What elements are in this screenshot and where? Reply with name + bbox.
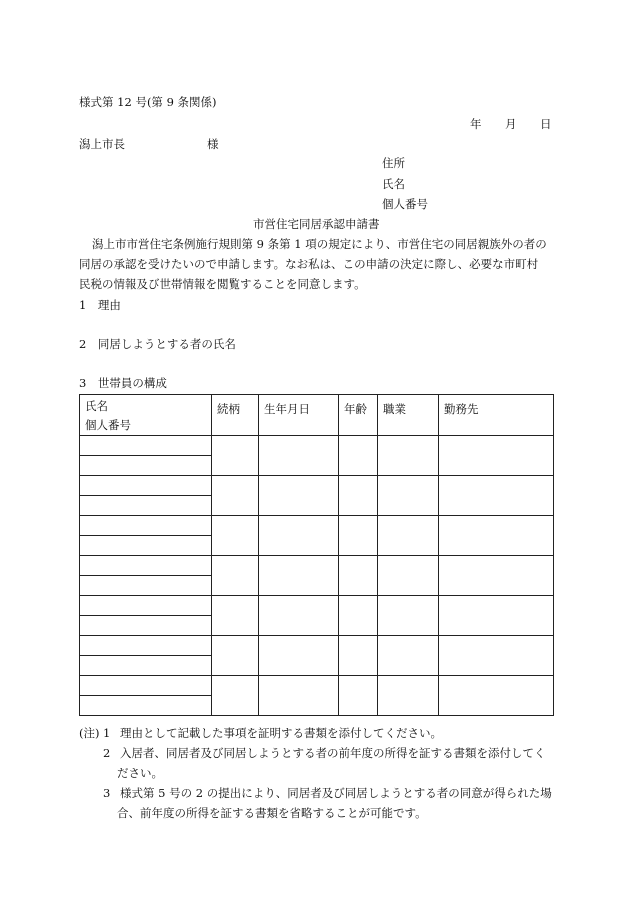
header-name: 氏名	[85, 399, 108, 413]
member-birth-date-cell[interactable]	[259, 596, 339, 636]
member-occupation-cell[interactable]	[378, 676, 439, 716]
date-month-label: 月	[505, 117, 517, 131]
member-age-cell[interactable]	[339, 636, 378, 676]
member-occupation-cell[interactable]	[378, 596, 439, 636]
member-workplace-cell[interactable]	[439, 676, 554, 716]
note-3-text-line-2: 合、前年度の所得を証する書類を省略することが可能です。	[117, 806, 427, 820]
note-2-text-line-2: ださい。	[117, 766, 163, 780]
member-id-number-cell[interactable]	[80, 496, 212, 516]
member-occupation-cell[interactable]	[378, 516, 439, 556]
member-age-cell[interactable]	[339, 596, 378, 636]
member-birth-date-cell[interactable]	[259, 556, 339, 596]
member-name-cell[interactable]	[80, 516, 212, 536]
member-relation-cell[interactable]	[212, 676, 259, 716]
note-2-text-line-1: 入居者、同居者及び同居しようとする者の前年度の所得を証する書類を添付してく	[120, 746, 546, 760]
header-age: 年齢	[339, 395, 378, 436]
member-age-cell[interactable]	[339, 676, 378, 716]
member-name-cell[interactable]	[80, 636, 212, 656]
table-row	[80, 436, 554, 456]
member-workplace-cell[interactable]	[439, 556, 554, 596]
section-reason: 1 理由	[79, 298, 121, 312]
member-name-cell[interactable]	[80, 596, 212, 616]
member-age-cell[interactable]	[339, 516, 378, 556]
member-id-number-cell[interactable]	[80, 696, 212, 716]
header-birth-date: 生年月日	[259, 395, 339, 436]
household-table	[79, 394, 554, 716]
applicant-address-label: 住所	[382, 156, 405, 170]
member-birth-date-cell[interactable]	[259, 516, 339, 556]
section-cohabitant-name: 2 同居しようとする者の氏名	[79, 337, 236, 351]
table-header-row	[80, 395, 554, 436]
table-row	[80, 476, 554, 496]
member-id-number-cell[interactable]	[80, 576, 212, 596]
header-workplace: 勤務先	[439, 395, 554, 436]
section-household: 3 世帯員の構成	[79, 376, 167, 390]
member-name-cell[interactable]	[80, 556, 212, 576]
note-1-number: 1	[103, 726, 111, 740]
header-id-number: 個人番号	[85, 418, 131, 432]
member-name-cell[interactable]	[80, 476, 212, 496]
note-3-text-line-1: 様式第 5 号の 2 の提出により、同居者及び同居しようとする者の同意が得られた場	[120, 786, 552, 800]
body-line-3: 民税の情報及び世帯情報を閲覧することを同意します。	[79, 277, 366, 291]
note-2-number: 2	[103, 746, 111, 760]
member-relation-cell[interactable]	[212, 596, 259, 636]
document-title: 市営住宅同居承認申請書	[253, 217, 380, 231]
note-3-number: 3	[103, 786, 111, 800]
member-age-cell[interactable]	[339, 476, 378, 516]
body-line-2: 同居の承認を受けたいので申請します。なお私は、この申請の決定に際し、必要な市町村	[79, 257, 539, 271]
table-row	[80, 636, 554, 656]
applicant-name-label: 氏名	[382, 177, 405, 191]
member-birth-date-cell[interactable]	[259, 476, 339, 516]
member-id-number-cell[interactable]	[80, 616, 212, 636]
member-occupation-cell[interactable]	[378, 476, 439, 516]
note-1-text: 理由として記載した事項を証明する書類を添付してください。	[120, 726, 442, 740]
member-relation-cell[interactable]	[212, 556, 259, 596]
member-workplace-cell[interactable]	[439, 516, 554, 556]
member-workplace-cell[interactable]	[439, 636, 554, 676]
table-row	[80, 676, 554, 696]
member-relation-cell[interactable]	[212, 636, 259, 676]
member-id-number-cell[interactable]	[80, 536, 212, 556]
member-workplace-cell[interactable]	[439, 596, 554, 636]
notes-prefix: (注)	[79, 726, 100, 740]
form-number: 様式第 12 号(第 9 条関係)	[79, 95, 217, 109]
member-birth-date-cell[interactable]	[259, 436, 339, 476]
header-name-id	[80, 395, 212, 436]
body-line-1: 潟上市市営住宅条例施行規則第 9 条第 1 項の規定により、市営住宅の同居親族外の者の	[92, 237, 547, 251]
member-occupation-cell[interactable]	[378, 636, 439, 676]
member-birth-date-cell[interactable]	[259, 636, 339, 676]
member-relation-cell[interactable]	[212, 436, 259, 476]
applicant-id-label: 個人番号	[382, 197, 428, 211]
member-name-cell[interactable]	[80, 436, 212, 456]
member-occupation-cell[interactable]	[378, 436, 439, 476]
member-relation-cell[interactable]	[212, 476, 259, 516]
member-workplace-cell[interactable]	[439, 436, 554, 476]
header-occupation: 職業	[378, 395, 439, 436]
member-id-number-cell[interactable]	[80, 656, 212, 676]
table-row	[80, 556, 554, 576]
table-row	[80, 596, 554, 616]
member-relation-cell[interactable]	[212, 516, 259, 556]
table-row	[80, 516, 554, 536]
member-occupation-cell[interactable]	[378, 556, 439, 596]
addressee-honorific: 様	[207, 137, 219, 151]
member-name-cell[interactable]	[80, 676, 212, 696]
date-year-label: 年	[470, 117, 482, 131]
member-workplace-cell[interactable]	[439, 476, 554, 516]
member-birth-date-cell[interactable]	[259, 676, 339, 716]
member-age-cell[interactable]	[339, 436, 378, 476]
member-id-number-cell[interactable]	[80, 456, 212, 476]
member-age-cell[interactable]	[339, 556, 378, 596]
date-day-label: 日	[540, 117, 552, 131]
header-relation: 続柄	[212, 395, 259, 436]
addressee-name: 潟上市長	[79, 137, 125, 151]
